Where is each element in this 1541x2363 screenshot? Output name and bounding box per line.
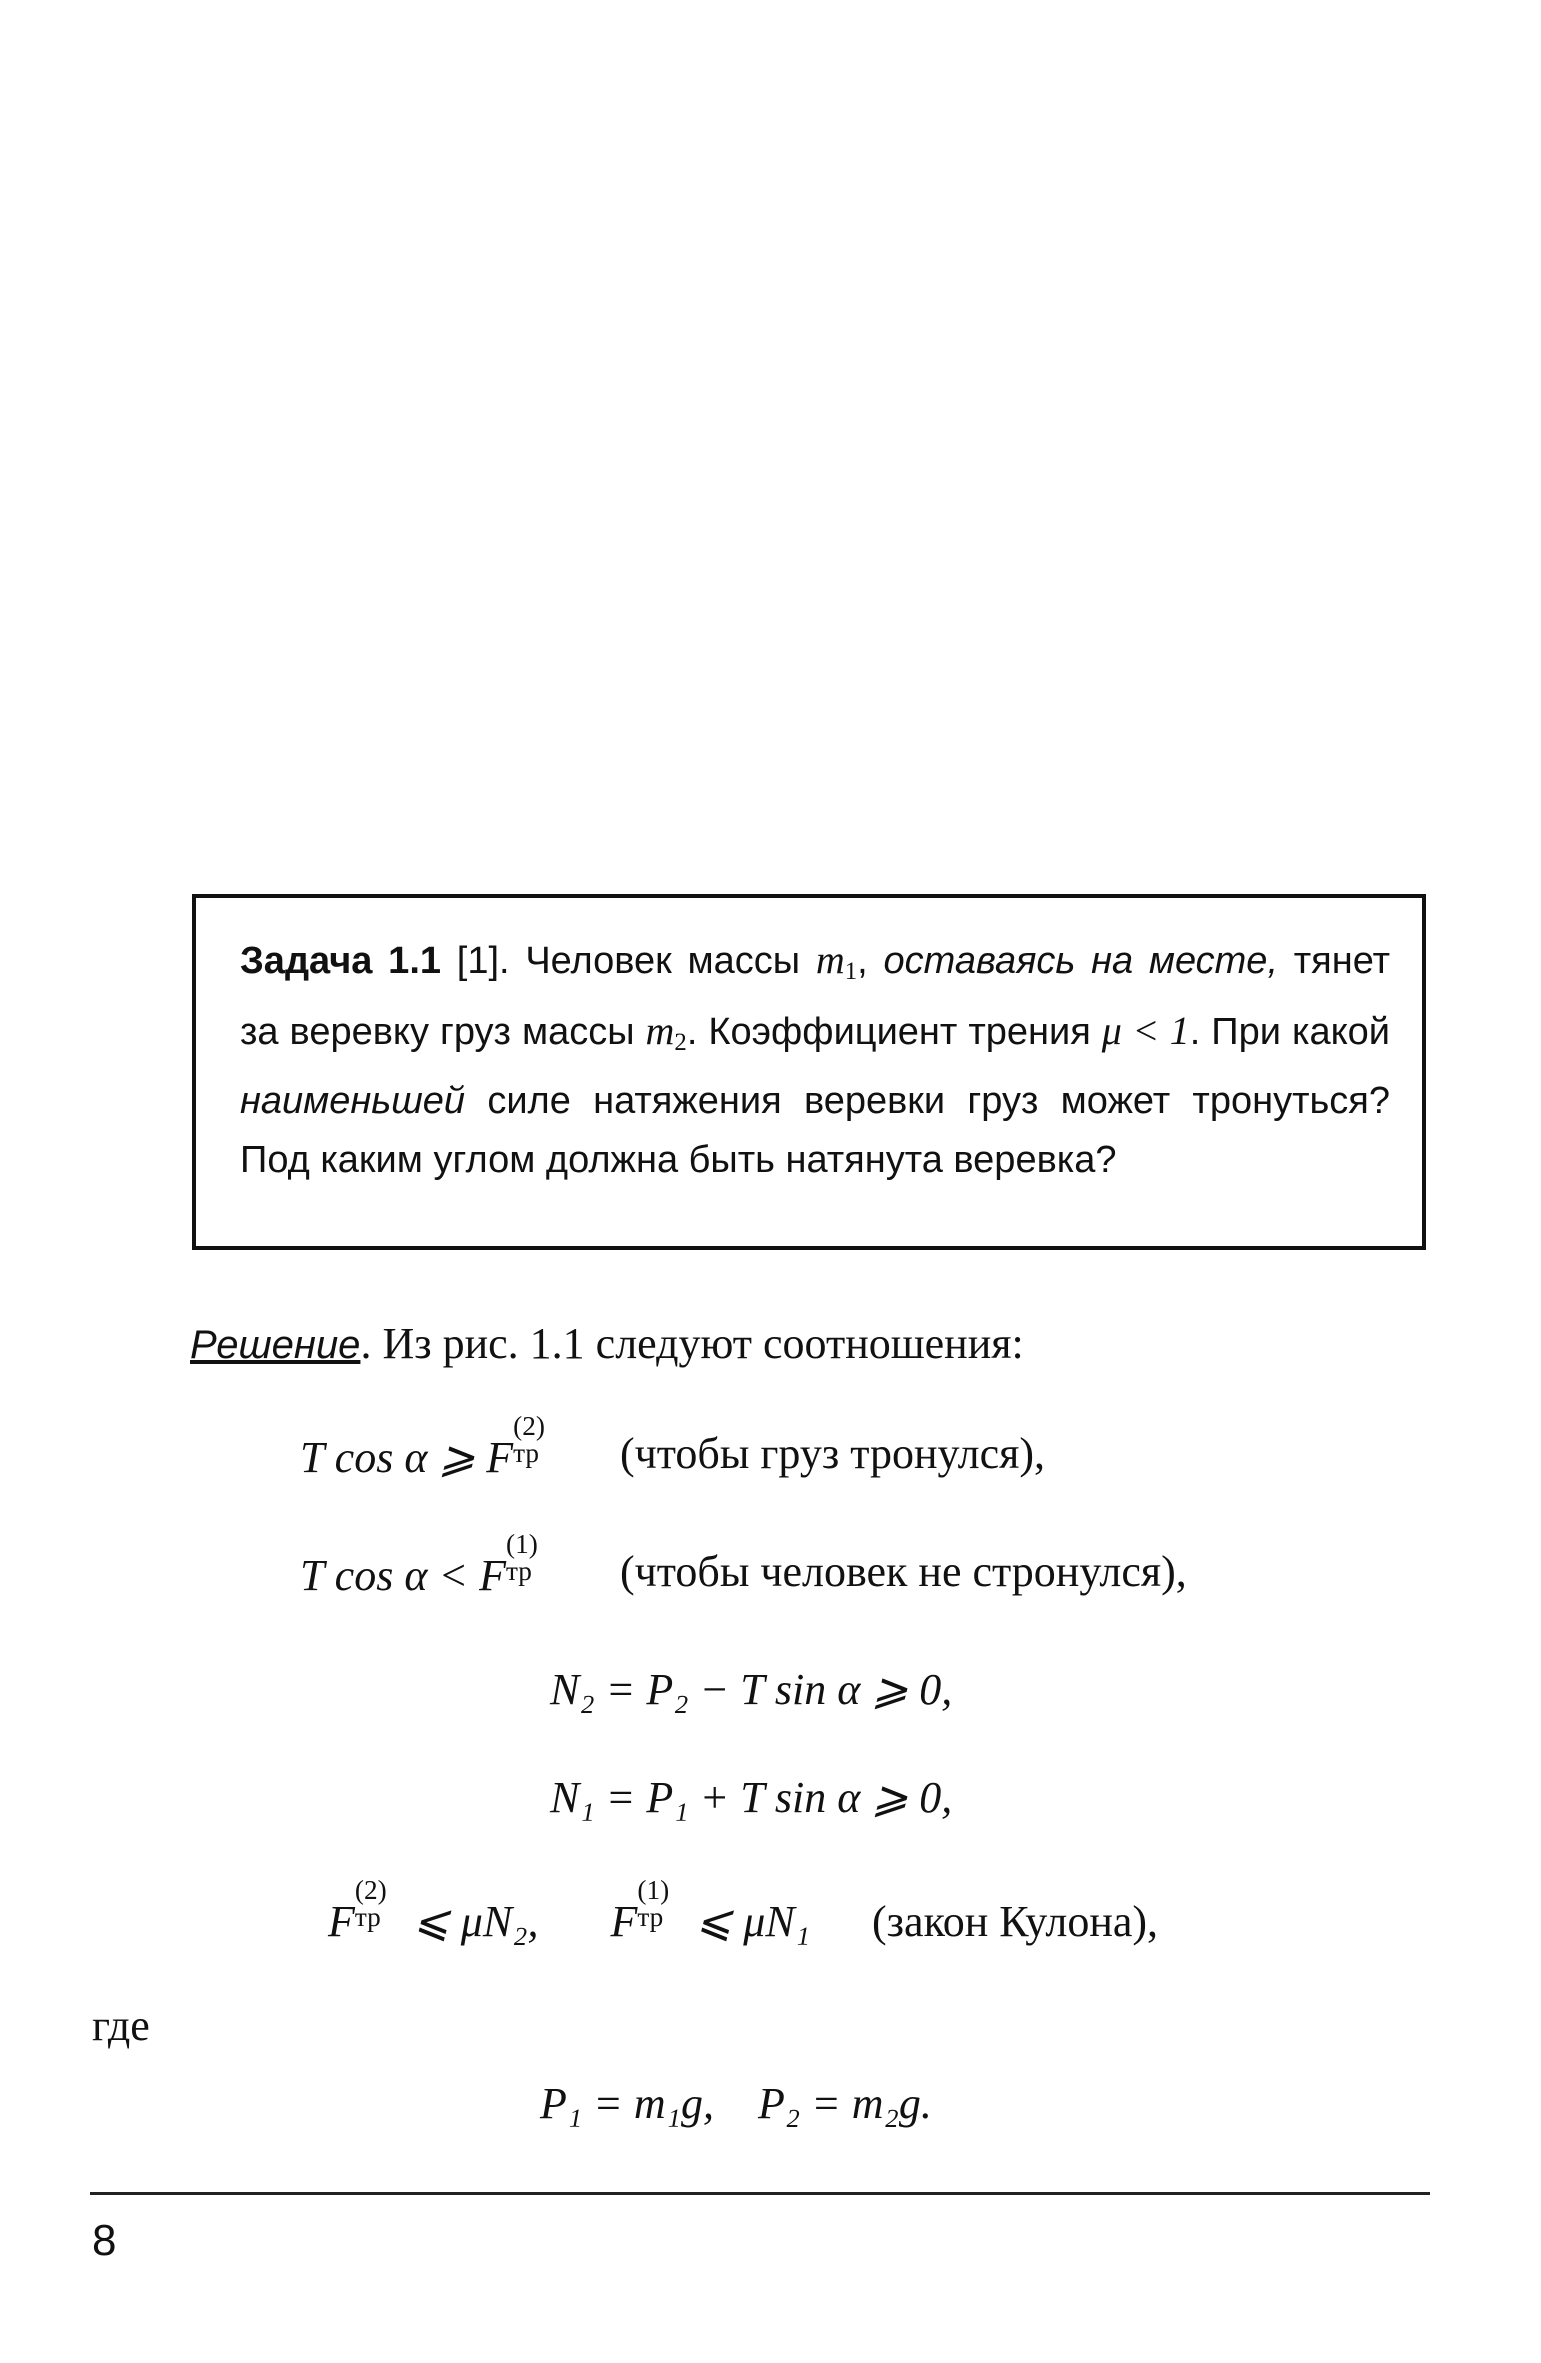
solution-intro — [190, 1318, 1024, 1369]
equation-5: F (2) тр ⩽ μN₂, F (1) тр ⩽ μN₁ (закон Кулона), — [328, 1875, 1159, 1946]
equation-5-note: (закон Кулона), — [872, 1897, 1159, 1946]
page-number: 8 — [92, 2216, 117, 2265]
equation-2-note: (чтобы человек не стронулся), — [620, 1547, 1187, 1596]
footer-divider — [90, 2192, 1430, 2195]
where-label: где — [92, 2001, 150, 2050]
equation-1: T cos α ⩾ F (2) тр — [300, 1411, 545, 1482]
problem-label: Задача 1.1 — [240, 940, 442, 982]
equation-3: N₂ = P₂ − T sin α ⩾ 0, — [550, 1665, 953, 1714]
problem-least: наименьшей — [240, 1080, 466, 1123]
problem-text-5: силе натяжения веревки груз может тронуться? Под каким углом должна быть натянута веревка? — [240, 1080, 1390, 1182]
problem-text-1: Человек массы — [525, 940, 801, 982]
comma: , — [857, 940, 868, 982]
equation-1-note: (чтобы груз тронулся), — [620, 1429, 1045, 1478]
problem-text-2: тянет за веревку груз массы — [240, 940, 1390, 1054]
eq1-lhs: T cos α ⩾ F — [300, 1433, 514, 1482]
eq2-lhs: T cos α < F — [300, 1551, 506, 1600]
mu-condition: μ < 1 — [1101, 1008, 1190, 1054]
problem-text-3: . Коэффициент трения — [686, 1011, 1091, 1054]
problem-box — [192, 894, 1426, 1250]
problem-statement — [240, 930, 1390, 1190]
mass-m2: $m_2$ — [645, 1008, 687, 1057]
mass-m1: $m_1$ — [815, 937, 858, 986]
equation-4: N₁ = P₁ + T sin α ⩾ 0, — [550, 1773, 953, 1822]
problem-text-4: . При какой — [1189, 1011, 1390, 1054]
problem-staying: оставаясь на месте, — [883, 940, 1278, 982]
solution-label: Решение — [190, 1323, 361, 1367]
solution-intro-text: . Из рис. 1.1 следуют соотношения: — [360, 1319, 1024, 1368]
equation-6: P₁ = m₁g, P₂ = m₂g. — [540, 2079, 932, 2128]
problem-reference: [1]. — [456, 940, 510, 982]
equation-2: T cos α < F (1) тр — [300, 1529, 538, 1600]
